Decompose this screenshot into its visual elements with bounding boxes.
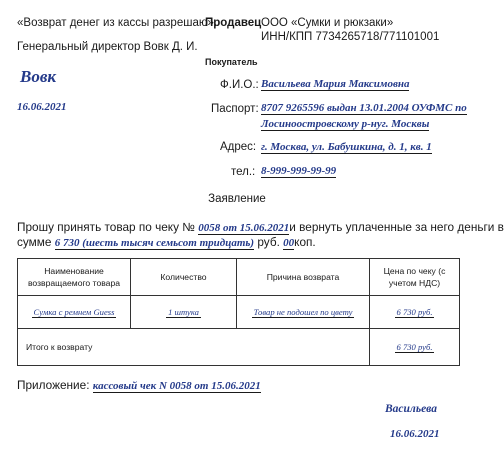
fio-value: Васильева Мария Максимовна: [261, 78, 410, 90]
amount-words: 6 730 (шесть тысяч семьсот тридцать): [54, 237, 255, 249]
statement-part2: и вернуть уплаченные за него деньги в: [289, 220, 504, 234]
item-qty: 1 штука: [168, 307, 199, 317]
total-value: 6 730 руб.: [396, 342, 433, 352]
total-value-cell: [370, 329, 460, 366]
item-price-cell: [370, 296, 460, 329]
attachment-line: [17, 378, 261, 392]
seller-label: Продавец: [205, 17, 262, 29]
header-qty: Количество: [131, 259, 237, 296]
header-reason: Причина возврата: [237, 259, 370, 296]
item-name-cell: [18, 296, 131, 329]
attachment-value: кассовый чек N 0058 от 15.06.2021: [92, 380, 261, 392]
item-price: 6 730 руб.: [396, 307, 433, 317]
approval-date: 16.06.2021: [17, 101, 67, 113]
item-name: Сумка с ремнем Guess: [33, 307, 115, 317]
footer-date: 16.06.2021: [390, 428, 440, 440]
address-value: г. Москва, ул. Бабушкина, д. 1, кв. 1: [261, 141, 432, 153]
buyer-label: Покупатель: [205, 57, 258, 67]
statement-line1: [17, 220, 504, 234]
receipt-number: 0058 от 15.06.2021: [198, 222, 290, 234]
director-line: Генеральный директор Вовк Д. И.: [17, 41, 198, 53]
phone-value: 8-999-999-99-99: [261, 165, 337, 177]
table-header-row: [18, 259, 460, 296]
approval-text: «Возврат денег из кассы разрешаю».: [17, 17, 218, 29]
fio-label: Ф.И.О.:: [220, 79, 259, 91]
director-signature: Вовк: [20, 67, 57, 86]
statement-title: Заявление: [208, 193, 266, 205]
header-name: Наименование возвращаемого товара: [18, 259, 131, 296]
total-label: Итого к возврату: [18, 329, 370, 366]
passport-label: Паспорт:: [211, 103, 259, 115]
attachment-label: Приложение:: [17, 378, 90, 392]
statement-line2: [17, 235, 316, 249]
kop-value: 00: [283, 237, 295, 249]
table-row: [18, 296, 460, 329]
item-reason-cell: [237, 296, 370, 329]
seller-name: ООО «Сумки и рюкзаки»: [261, 17, 394, 29]
item-qty-cell: [131, 296, 237, 329]
table-total-row: [18, 329, 460, 366]
passport-value-line2: Лосиноостровскому р-нуг. Москвы: [261, 118, 430, 130]
statement-part1: Прошу принять товар по чеку №: [17, 220, 195, 234]
statement-part5: коп.: [294, 235, 316, 249]
buyer-signature: Васильева: [385, 403, 437, 415]
goods-table: [17, 258, 460, 366]
passport-value-line1: 8707 9265596 выдан 13.01.2004 ОУФМС по: [261, 102, 467, 114]
statement-part3: сумме: [17, 235, 52, 249]
phone-label: тел.:: [231, 166, 256, 178]
header-price: Цена по чеку (с учетом НДС): [370, 259, 460, 296]
item-reason: Товар не подошел по цвету: [253, 307, 353, 317]
address-label: Адрес:: [220, 141, 257, 153]
statement-part4: руб.: [257, 235, 280, 249]
seller-inn: ИНН/КПП 7734265718/771101001: [261, 31, 440, 43]
